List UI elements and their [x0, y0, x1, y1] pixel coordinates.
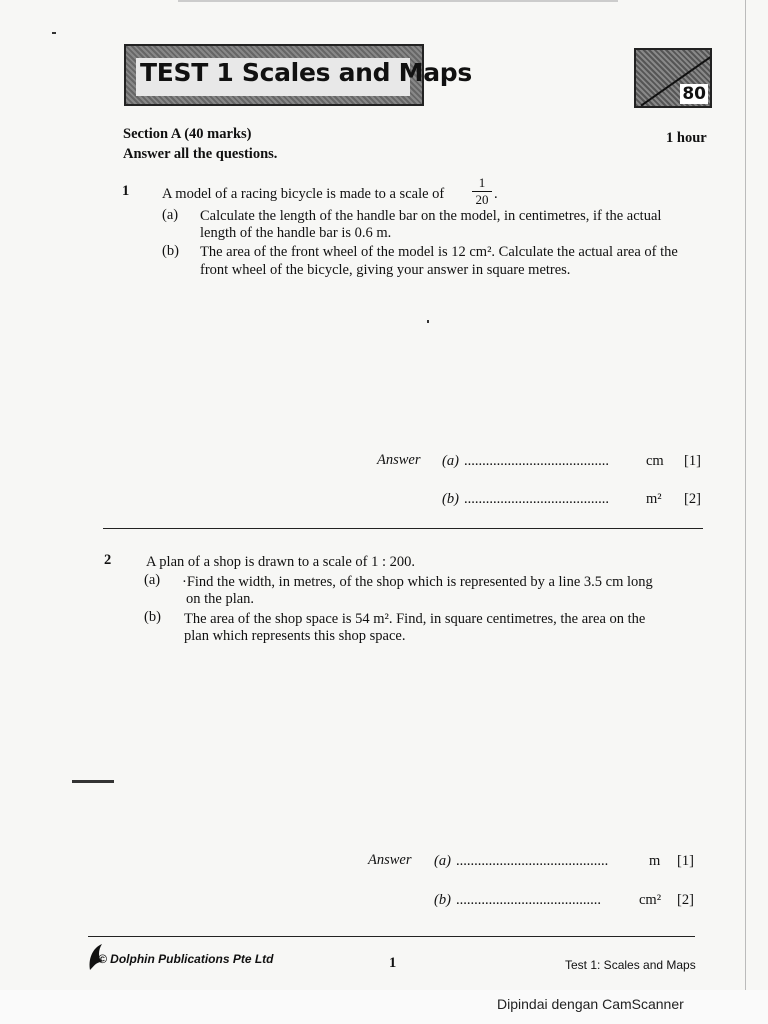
scan-speck: [52, 32, 56, 34]
q1-answer-a-unit: cm: [646, 453, 664, 469]
top-edge-rule: [178, 0, 618, 2]
q1-scale-fraction: [472, 176, 492, 207]
test-title: TEST 1 Scales and Maps: [140, 58, 472, 87]
q1-part-b-text-1: The area of the front wheel of the model is 12 cm². Calculate the actual area of the: [200, 244, 678, 260]
question-number-1: 1: [122, 183, 130, 199]
q2-part-b-label: (b): [144, 609, 161, 625]
q1-part-a-label: (a): [162, 207, 179, 223]
q1-answer-word: Answer: [377, 452, 421, 468]
page-number: 1: [389, 955, 397, 971]
q1-answer-b-unit: m²: [646, 491, 662, 507]
test-title-banner: [124, 44, 472, 106]
time-allowed: 1 hour: [666, 130, 707, 146]
q1-fraction-numerator: 1: [478, 175, 486, 190]
q2-answer-a-marks: [1]: [677, 853, 694, 869]
q2-part-a-text-1: ·Find the width, in metres, of the shop which is represented by a line 3.5 cm long: [182, 574, 653, 590]
q1-part-b-label: (b): [162, 243, 179, 259]
q2-answer-b-unit: cm²: [639, 892, 662, 908]
q1-part-b-text-2: front wheel of the bicycle, giving your answer in square metres.: [200, 262, 571, 278]
scanner-label: Dipindai dengan CamScanner: [497, 996, 684, 1012]
q2-answer-b-marks: [2]: [677, 892, 694, 908]
q1-answer-b-line[interactable]: ........................................: [464, 491, 609, 507]
q2-stem: A plan of a shop is drawn to a scale of 1 : 200.: [146, 554, 416, 570]
section-instruction: Answer all the questions.: [123, 146, 278, 162]
q1-answer-b-label: (b): [442, 491, 459, 507]
q2-answer-b-label: (b): [434, 892, 451, 908]
scan-speck: [427, 320, 429, 323]
q2-answer-a-line[interactable]: ..........................................: [456, 853, 609, 869]
q2-answer-a-label: (a): [434, 853, 451, 869]
q2-part-b-text-2: plan which represents this shop space.: [184, 628, 406, 644]
section-heading: Section A (40 marks): [123, 126, 252, 142]
publisher-credit: © Dolphin Publications Pte Ltd: [98, 952, 274, 966]
footer-test-title: Test 1: Scales and Maps: [565, 958, 696, 972]
q1-part-a-text-1: Calculate the length of the handle bar on the model, in centimetres, if the actual: [200, 208, 662, 224]
q1-stem-end: .: [494, 186, 498, 202]
scan-speck: [72, 780, 114, 783]
q2-answer-word: Answer: [368, 852, 412, 868]
page-edge: [745, 0, 746, 1000]
q1-fraction-denominator: 20: [475, 192, 489, 207]
q1-part-a-text-2: length of the handle bar is 0.6 m.: [200, 225, 392, 241]
q2-answer-b-line[interactable]: ........................................: [456, 892, 601, 908]
q1-answer-a-marks: [1]: [684, 453, 701, 469]
q2-part-a-label: (a): [144, 572, 161, 588]
q1-stem: A model of a racing bicycle is made to a scale of: [162, 186, 445, 202]
total-marks-box: [634, 48, 712, 108]
q1-answer-a-label: (a): [442, 453, 459, 469]
question-divider: [103, 528, 703, 529]
q2-part-a-text-2: on the plan.: [186, 591, 255, 607]
question-number-2: 2: [104, 552, 112, 568]
footer-rule: [88, 936, 695, 937]
q1-answer-b-marks: [2]: [684, 491, 701, 507]
q1-answer-a-line[interactable]: ........................................: [464, 453, 609, 469]
q2-part-b-text-1: The area of the shop space is 54 m². Find, in square centimetres, the area on the: [184, 611, 646, 627]
q2-answer-a-unit: m: [649, 853, 661, 869]
total-marks: 80: [682, 84, 706, 104]
